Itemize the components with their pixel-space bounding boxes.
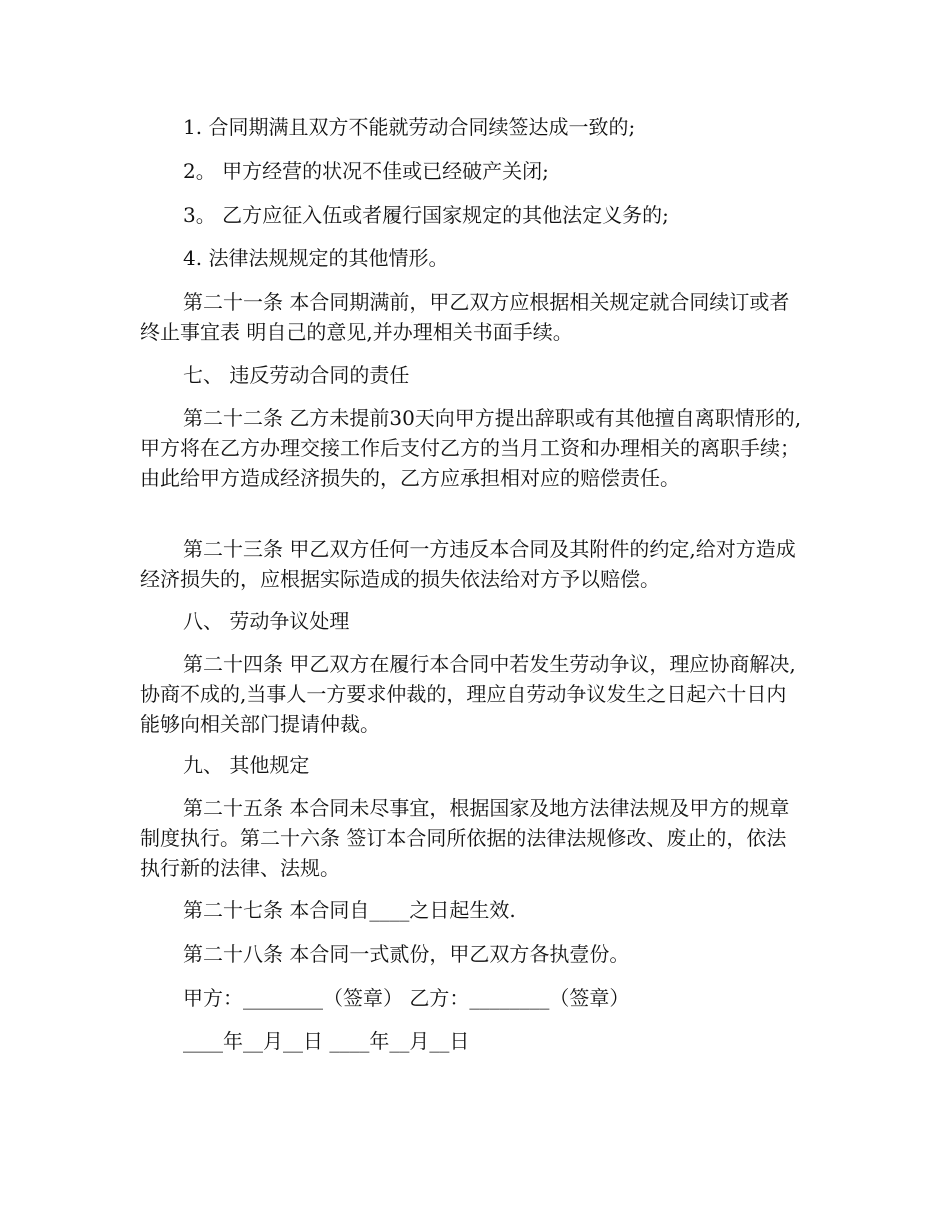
article-24: 第二十四条 甲乙双方在履行本合同中若发生劳动争议，理应协商解决,协商不成的,当事人一方要求仲裁的，理应自劳动争议发生之日起六十日内能够向相关部门提请仲裁。 (140, 652, 796, 736)
article-23: 第二十三条 甲乙双方任何一方违反本合同及其附件的约定,给对方造成经济损失的，应根据实际造成的损失依法给对方予以赔偿。 (140, 537, 796, 591)
article-27: 第二十七条 本合同自____之日起生效. (183, 898, 516, 922)
section-heading: 八、 劳动争议处理 (183, 609, 350, 633)
section-heading: 七、 违反劳动合同的责任 (183, 363, 410, 387)
article-25-26: 第二十五条 本合同未尽事宜，根据国家及地方法律法规及甲方的规章制度执行。第二十六条 签订本合同所依据的法律法规修改、废止的，依法执行新的法律、法规。 (140, 796, 790, 880)
date-line: ____年__月__日 ____年__月__日 (183, 1029, 470, 1053)
article-28: 第二十八条 本合同一式贰份，甲乙双方各执壹份。 (183, 942, 630, 966)
signature-line: 甲方：________（签章） 乙方：________（签章） (183, 986, 630, 1010)
list-item: 4. 法律法规规定的其他情形。 (183, 246, 449, 270)
article-22: 第二十二条 乙方未提前30天向甲方提出辞职或有其他擅自离职情形的,甲方将在乙方办理交接工作后支付乙方的当月工资和办理相关的离职手续；由此给甲方造成经济损失的，乙方应承担相对应的赔偿责任。 (140, 406, 802, 490)
list-item: 2。 甲方经营的状况不佳或已经破产关闭; (183, 159, 549, 183)
section-heading: 九、 其他规定 (183, 753, 310, 777)
article-21: 第二十一条 本合同期满前，甲乙双方应根据相关规定就合同续订或者终止事宜表 明自己的意见,并办理相关书面手续。 (140, 290, 790, 344)
list-item: 3。 乙方应征入伍或者履行国家规定的其他法定义务的; (183, 203, 669, 227)
list-item: 1. 合同期满且双方不能就劳动合同续签达成一致的; (183, 115, 636, 139)
